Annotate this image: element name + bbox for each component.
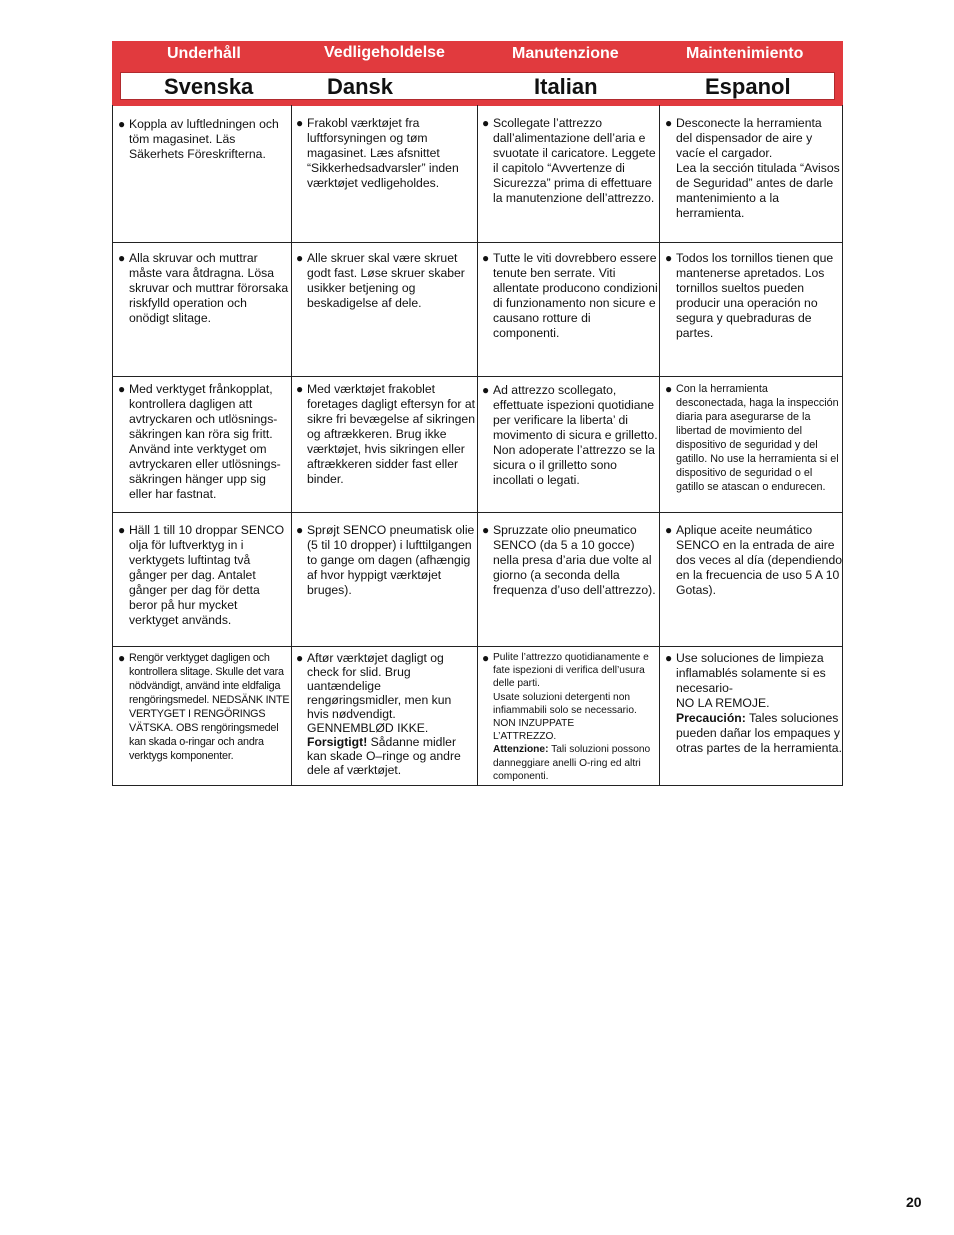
- cell-text: Rengör verktyget dagligen och kontrollera slitage. Skulle det vara nödvändigt, använd inte eldfaliga rengöringsmedel. NEDSÄNK INTE VERTYGET I RENGÖRINGS VÄTSKA. OBS rengöringsmedel kan skada o-ringar och andra verktygs komponenter.: [129, 652, 290, 762]
- cell-text: Alle skruer skal være skruet godt fast. Løse skruer skaber usikker betjening og beskadigelse af dele.: [307, 251, 465, 310]
- table-cell: [118, 382, 290, 502]
- table-cell: [296, 116, 474, 191]
- cell-text-part: Use soluciones de limpieza inflamablés solamente si es necesario- NO LA REMOJE.: [676, 651, 826, 710]
- table-cell: [482, 523, 658, 598]
- lang-title-espanol: Espanol: [705, 74, 791, 99]
- cell-text: Koppla av luftledningen och töm magasinet. Läs Säkerhets Föreskrifterna.: [129, 117, 279, 161]
- table-cell: [296, 523, 476, 598]
- cell-text: Tutte le viti dovrebbero essere tenute ben serrate. Viti allentate producono condizioni di funzionamento non sicure e causano rotture di componenti.: [493, 251, 658, 340]
- row-divider: [113, 376, 842, 377]
- row-divider: [113, 242, 842, 243]
- cell-text: Med værktøjet frakoblet foretages dagligt eftersyn for at sikre fri bevægelse af sikringen og aftrækkeren. Brug ikke værktøjet, hvis sikringen eller aftrækkeren sidder fast eller binder.: [307, 382, 476, 486]
- table-cell: [118, 117, 288, 162]
- table-cell: [296, 251, 476, 311]
- bullet-icon: ●: [665, 382, 673, 396]
- header-band: [112, 41, 843, 106]
- table-cell: [118, 251, 290, 326]
- table-cell: [665, 523, 842, 598]
- bullet-icon: ●: [118, 117, 126, 131]
- row-divider: [113, 512, 842, 513]
- page-number: 20: [906, 1194, 922, 1210]
- cell-text: Alla skruvar och muttrar måste vara åtdragna. Lösa skruvar och muttrar förorsaka riskfylld operation och onödigt slitage.: [129, 251, 289, 325]
- cell-text-part: Sådanne midler kan skade O–ringe og andre dele af værktøjet.: [307, 735, 461, 777]
- warning-label: Forsigtigt!: [307, 735, 368, 749]
- cell-text: Con la herramienta desconectada, haga la inspección diaria para asegurarse de la libertad de movimiento del dispositivo de seguridad y del gatillo. No use la herramienta si el dispositivo de seguridad o el gatillo se atascan o endurecen.: [676, 383, 839, 493]
- subtitle-svenska: Underhåll: [167, 45, 241, 62]
- bullet-icon: ●: [296, 382, 304, 396]
- bullet-icon: ●: [118, 251, 126, 265]
- table-cell: [665, 116, 841, 221]
- column-divider: [477, 105, 478, 785]
- bullet-icon: ●: [296, 116, 304, 130]
- bullet-icon: ●: [665, 116, 673, 130]
- cell-text: Häll 1 till 10 droppar SENCO olja för luftverktyg in i verktygets luftintag två gånger per dag. Antalet gånger per dag för detta beror på hur mycket verktyget används.: [129, 523, 285, 627]
- table-cell: [482, 251, 658, 341]
- lang-title-svenska: Svenska: [164, 74, 254, 99]
- cell-text: Frakobl værktøjet fra luftforsyningen og tøm magasinet. Læs afsnittet “Sikkerhedsadvarsler” inden værktøjet vedligeholdes.: [307, 116, 459, 190]
- cell-text-part: Pulite l’attrezzo quotidianamente e fate ispezioni di verifica dell’usura delle parti. Usate soluzioni detergenti non infiammabili solo se necessario. NON INZUPPATE L’ATTREZZO.: [493, 652, 649, 743]
- table-cell: [118, 523, 290, 628]
- bullet-icon: ●: [665, 651, 673, 665]
- warning-label: Attenzione:: [493, 744, 549, 756]
- table-cell: [665, 251, 842, 341]
- lang-title-dansk: Dansk: [327, 74, 394, 99]
- bullet-icon: ●: [482, 251, 490, 265]
- cell-text: Todos los tornillos tienen que mantenerse apretados. Los tornillos sueltos pueden producir una operación no segura y quebraduras de partes.: [676, 251, 834, 340]
- cell-text: Desconecte la herramienta del dispensador de aire y vacíe el cargador. Lea la sección titulada “Avisos de Seguridad” antes de darle mantenimiento a la herramienta.: [676, 116, 840, 220]
- cell-text-part: Tales soluciones pueden dañar los empaques y otras partes de la herramienta.: [676, 711, 842, 755]
- cell-text-part: Aftør værktøjet dagligt og check for slid. Brug uantændelige rengøringsmidler, men kun hvis nødvendigt. GENNEMBLØD IKKE.: [307, 651, 452, 735]
- maintenance-table: [112, 105, 843, 786]
- table-cell: [296, 382, 476, 487]
- cell-text: Sprøjt SENCO pneumatisk olie (5 til 10 dropper) i lufttilgangen to gange om dagen (afhængig af hvor hyppigt værktøjet bruges).: [307, 523, 475, 597]
- cell-text: Ad attrezzo scollegato, effettuate ispezioni quotidiane per verificare la liberta’ di movimento di sicura e grilletto. Non adoperate l’attrezzo se la sicura o il grilletto sono incollati o legati.: [493, 383, 658, 487]
- subtitle-italian: Manutenzione: [512, 45, 619, 62]
- table-cell: [296, 651, 476, 777]
- cell-text: Scollegate l’attrezzo dall’alimentazione dell’aria e svuotate il caricatore. Leggete il capitolo “Avvertenze di Sicurezza” prima di effettuare la manutenzione dell’attrezzo.: [493, 116, 656, 205]
- bullet-icon: ●: [118, 382, 126, 396]
- table-cell: [665, 651, 842, 756]
- bullet-icon: ●: [482, 383, 490, 397]
- bullet-icon: ●: [665, 251, 673, 265]
- table-cell: [482, 383, 658, 488]
- table-cell: [482, 116, 658, 206]
- cell-text: Aplique aceite neumático SENCO en la entrada de aire dos veces al día (dependiendo en la frecuencia de uso 5 A 10 Gotas).: [676, 523, 843, 597]
- cell-text: Spruzzate olio pneumatico SENCO (da 5 a 10 gocce) nella presa d’aria due volte al giorno (a seconda della frequenza d’uso dell’attrezzo).: [493, 523, 656, 597]
- table-cell: [482, 651, 658, 783]
- language-title-box: [120, 72, 835, 100]
- cell-text: Med verktyget frånkopplat, kontrollera dagligen att avtryckaren och utlösnings-säkringen kan röra sig fritt. Använd inte verktyget om avtryckaren eller utlösnings-säkringen hänger upp sig eller har fastnat.: [129, 382, 281, 501]
- bullet-icon: ●: [482, 651, 490, 665]
- subtitle-espanol: Maintenimiento: [686, 45, 804, 62]
- cell-text: [665, 651, 842, 756]
- row-divider: [113, 646, 842, 647]
- table-cell: [118, 651, 290, 763]
- table-cell: [665, 382, 841, 494]
- subtitle-dansk: Vedligeholdelse: [324, 44, 445, 61]
- column-divider: [659, 105, 660, 785]
- cell-text: [482, 651, 658, 783]
- bullet-icon: ●: [118, 651, 126, 665]
- bullet-icon: ●: [296, 523, 304, 537]
- cell-text: [296, 651, 476, 777]
- warning-label: Precaución:: [676, 711, 746, 725]
- column-divider: [291, 105, 292, 785]
- bullet-icon: ●: [482, 523, 490, 537]
- bullet-icon: ●: [482, 116, 490, 130]
- bullet-icon: ●: [296, 651, 304, 665]
- lang-title-italian: Italian: [534, 74, 598, 99]
- bullet-icon: ●: [118, 523, 126, 537]
- bullet-icon: ●: [665, 523, 673, 537]
- bullet-icon: ●: [296, 251, 304, 265]
- cell-text-part: Tali soluzioni possono danneggiare anelli O-ring ed altri componenti.: [493, 744, 651, 782]
